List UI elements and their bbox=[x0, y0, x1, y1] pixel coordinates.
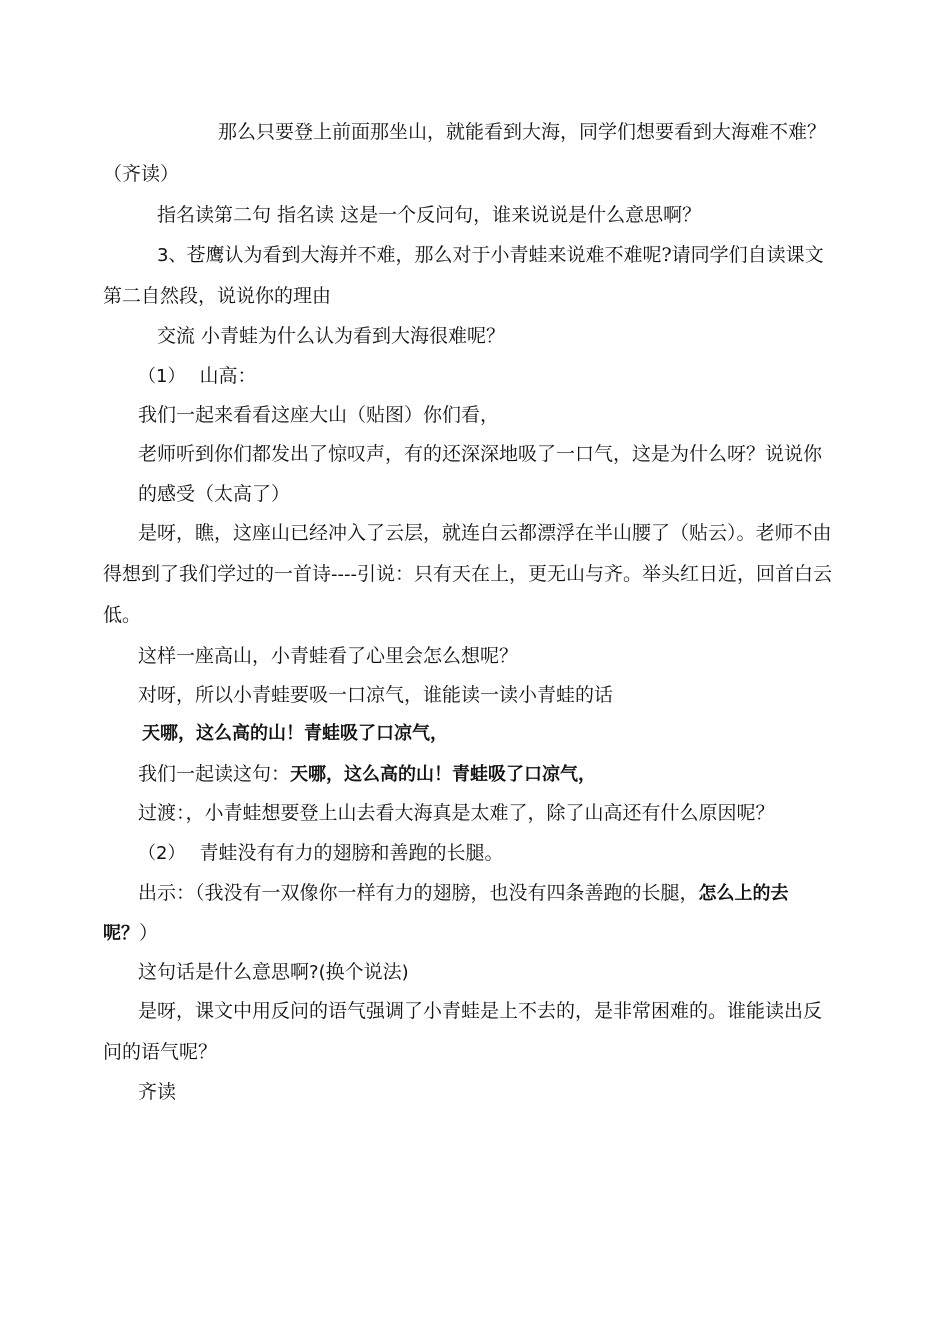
text-line-22-c: 换个说法 bbox=[325, 961, 402, 983]
text-line-14: 这样一座高山，小青蛙看了心里会怎么想呢？ bbox=[138, 645, 519, 667]
text-line-3: 指名读第二句 指名读 这是一个反问句，谁来说说是什么意思啊？ bbox=[157, 204, 702, 226]
text-line-20-bold: 怎么上的去 bbox=[698, 883, 789, 904]
text-line-11: 是呀，瞧，这座山已经冲入了云层，就连白云都漂浮在半山腰了（贴云）。老师不由 bbox=[138, 522, 832, 544]
text-line-22-b: ?( bbox=[309, 962, 326, 983]
text-line-22-a: 这句话是什么意思啊 bbox=[138, 961, 310, 983]
text-line-20 bbox=[138, 881, 789, 906]
text-line-7 bbox=[138, 364, 256, 389]
text-line-21-b: ） bbox=[139, 922, 159, 944]
text-line-9: 老师听到你们都发出了惊叹声，有的还深深地吸了一口气，这是为什么呀？说说你 bbox=[138, 443, 823, 465]
text-line-6: 交流 小青蛙为什么认为看到大海很难呢？ bbox=[157, 325, 506, 347]
text-line-12-dashes: ---- bbox=[331, 564, 357, 585]
text-line-5: 第二自然段，说说你的理由 bbox=[103, 285, 332, 307]
text-line-17-bold: 天哪，这么高的山！青蛙吸了口凉气， bbox=[290, 764, 597, 785]
text-line-21 bbox=[103, 921, 158, 946]
item-2-label: 青蛙没有有力的翅膀和善跑的长腿。 bbox=[199, 842, 504, 864]
text-line-22-d: ) bbox=[401, 962, 409, 983]
text-line-16: 天哪，这么高的山！青蛙吸了口凉气， bbox=[142, 723, 448, 744]
text-line-15: 对呀，所以小青蛙要吸一口凉气，谁能读一读小青蛙的话 bbox=[138, 684, 614, 706]
text-line-13: 低。 bbox=[103, 604, 142, 626]
text-line-12-c: 引说：只有天在上，更无山与齐。举头红日近，回首白云 bbox=[357, 563, 833, 585]
list-number-3: 3、 bbox=[157, 245, 187, 266]
text-line-18: 过渡：，小青蛙想要登上山去看大海真是太难了，除了山高还有什么原因呢？ bbox=[138, 802, 775, 824]
text-line-12-a: 得想到了我们学过的一首诗 bbox=[103, 563, 332, 585]
text-line-8: 我们一起来看看这座大山（贴图）你们看， bbox=[138, 404, 500, 426]
text-line-1: 那么只要登上前面那坐山，就能看到大海，同学们想要看到大海难不难？ bbox=[218, 121, 827, 143]
item-number-2: （2） bbox=[138, 843, 186, 864]
text-line-20-a: 出示：（我没有一双像你一样有力的翅膀，也没有四条善跑的长腿， bbox=[138, 882, 699, 904]
text-line-4-body: 苍鹰认为看到大海并不难，那么对于小青蛙来说难不难呢?请同学们自读课文 bbox=[186, 244, 824, 266]
text-line-17 bbox=[138, 762, 596, 787]
text-line-21-bold: 呢？ bbox=[103, 923, 139, 944]
text-line-24: 问的语气呢？ bbox=[103, 1041, 218, 1063]
text-line-2: （齐读） bbox=[103, 163, 180, 185]
item-1-label: 山高： bbox=[199, 365, 257, 387]
text-line-17-a: 我们一起读这句： bbox=[138, 763, 291, 785]
text-line-10: 的感受（太高了） bbox=[138, 483, 291, 505]
text-line-23: 是呀，课文中用反问的语气强调了小青蛙是上不去的，是非常困难的。谁能读出反 bbox=[138, 1000, 823, 1022]
text-line-25: 齐读 bbox=[138, 1081, 177, 1103]
text-line-22 bbox=[138, 960, 409, 985]
text-line-4 bbox=[157, 243, 824, 268]
text-line-19 bbox=[138, 841, 503, 866]
item-number-1: （1） bbox=[138, 366, 186, 387]
text-line-12 bbox=[103, 562, 832, 587]
